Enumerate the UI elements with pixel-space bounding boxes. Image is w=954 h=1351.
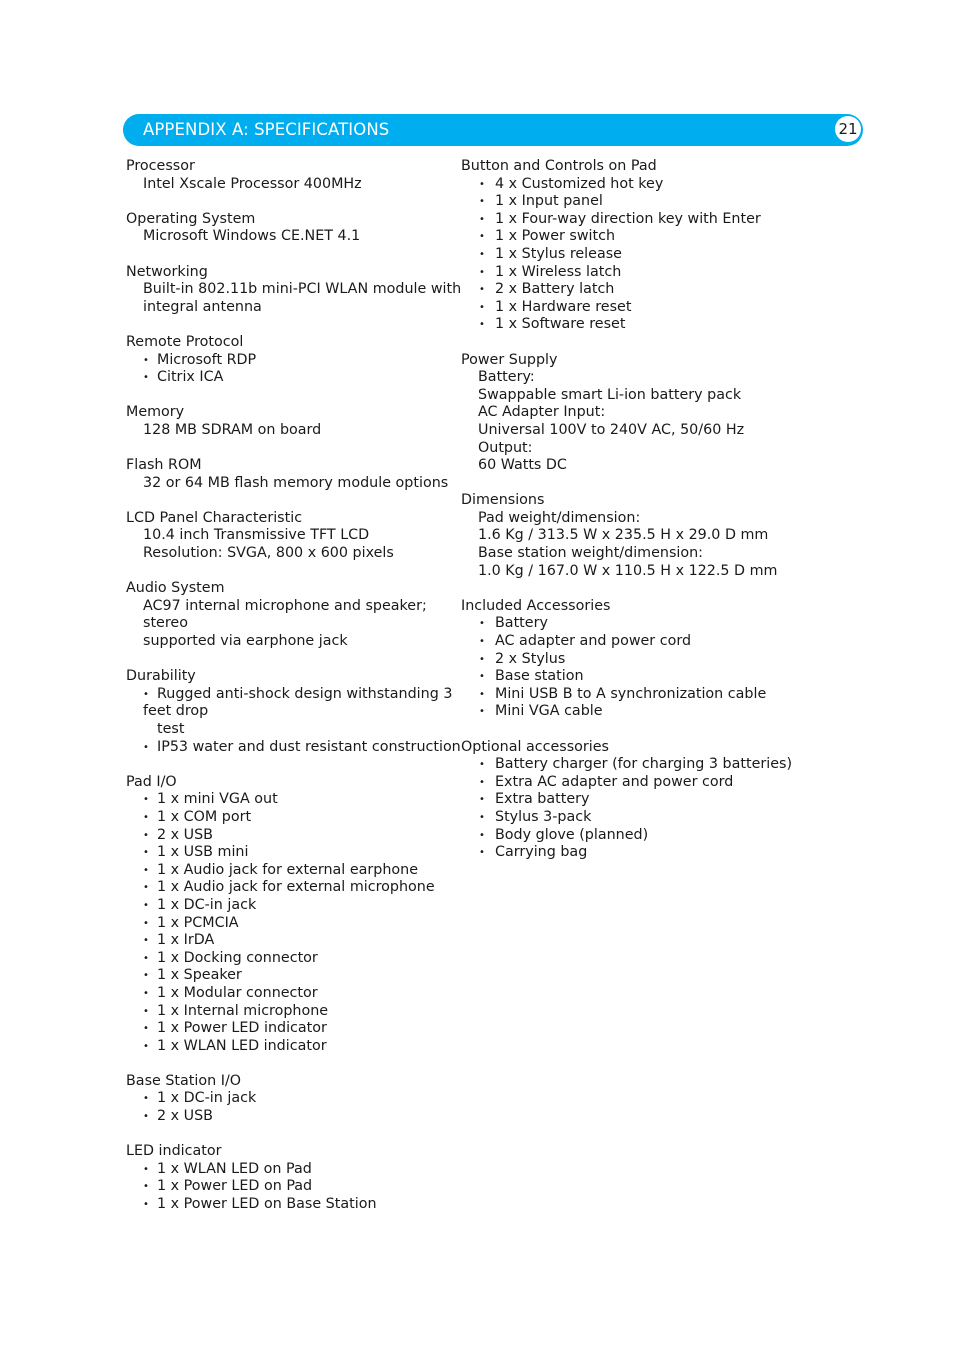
section-header-bar — [123, 114, 863, 146]
list-item — [126, 985, 451, 1003]
list-item-text: Battery charger (for charging 3 batteries) — [495, 756, 793, 773]
list-item — [126, 1020, 451, 1038]
list-item — [461, 791, 791, 809]
bullet-list — [126, 1161, 451, 1214]
list-item-text: 1 x DC-in jack — [157, 896, 257, 913]
list-item-text: 1 x Docking connector — [157, 949, 318, 966]
list-item-text: 2 x USB — [157, 826, 213, 843]
list-item-text: Carrying bag — [495, 844, 588, 861]
bullet-icon: • — [143, 847, 149, 859]
bullet-icon: • — [479, 196, 485, 208]
spec-title: Base Station I/O — [126, 1072, 242, 1089]
bullet-icon: • — [143, 1199, 149, 1211]
spec-value: 128 MB SDRAM on board — [143, 421, 322, 438]
spec-value: AC97 internal microphone and speaker; — [143, 597, 427, 614]
bullet-icon: • — [479, 266, 485, 278]
bullet-list — [126, 352, 451, 387]
list-item-text: 2 x Stylus — [495, 650, 566, 667]
bullet-icon: • — [479, 301, 485, 313]
list-item-text: 1 x Input panel — [495, 193, 603, 210]
list-item-text: 1 x Four-way direction key with Enter — [495, 210, 761, 227]
list-item-text: 1 x Modular connector — [157, 984, 318, 1001]
list-item — [461, 228, 791, 246]
list-item-text: 1 x mini VGA out — [157, 791, 278, 808]
bullet-icon: • — [479, 653, 485, 665]
spec-power-supply — [461, 352, 791, 475]
bullet-icon: • — [143, 952, 149, 964]
list-item-text: 1 x Internal microphone — [157, 1002, 329, 1019]
list-item-text: Mini VGA cable — [495, 703, 603, 720]
bullet-icon: • — [479, 178, 485, 190]
spec-dimensions — [461, 492, 791, 580]
bullet-icon: • — [143, 354, 149, 366]
bullet-list — [126, 791, 451, 1055]
list-item-text: 1 x COM port — [157, 808, 252, 825]
spec-title: Power Supply — [461, 351, 558, 368]
bullet-icon: • — [143, 1163, 149, 1175]
spec-pad-io — [126, 774, 451, 1056]
spec-buttons-controls — [461, 158, 791, 334]
list-item-text: IP53 water and dust resistant construction — [157, 738, 461, 755]
bullet-icon: • — [479, 847, 485, 859]
list-item — [461, 211, 791, 229]
spec-value: Microsoft Windows CE.NET 4.1 — [143, 228, 361, 245]
list-item — [461, 246, 791, 264]
list-item — [126, 897, 451, 915]
spec-title: Networking — [126, 263, 208, 280]
list-item — [126, 791, 451, 809]
list-item — [126, 809, 451, 827]
list-item-text: Citrix ICA — [157, 369, 224, 386]
bullet-icon: • — [479, 319, 485, 331]
list-item — [126, 1196, 451, 1214]
spec-flash-rom — [126, 457, 451, 492]
list-item — [126, 1038, 451, 1056]
list-item — [461, 686, 791, 704]
spec-value: stereo — [143, 615, 188, 632]
bullet-icon: • — [479, 636, 485, 648]
spec-title: Included Accessories — [461, 597, 611, 614]
bullet-icon: • — [143, 1093, 149, 1105]
list-item-text: Microsoft RDP — [157, 351, 257, 368]
list-item — [461, 844, 791, 862]
spec-title: Dimensions — [461, 492, 545, 509]
spec-title: LCD Panel Characteristic — [126, 509, 303, 526]
list-item — [126, 1003, 451, 1021]
bullet-icon: • — [143, 917, 149, 929]
spec-included-accessories — [461, 598, 791, 721]
spec-operating-system — [126, 211, 451, 246]
spec-led-indicator — [126, 1143, 451, 1213]
list-item — [461, 703, 791, 721]
bullet-icon: • — [479, 248, 485, 260]
list-item — [461, 809, 791, 827]
bullet-list — [126, 1090, 451, 1125]
list-item — [461, 299, 791, 317]
spec-audio-system — [126, 580, 451, 650]
bullet-icon: • — [143, 987, 149, 999]
list-item-text: 1 x WLAN LED on Pad — [157, 1160, 312, 1177]
list-item-text: 2 x USB — [157, 1108, 213, 1125]
bullet-icon: • — [143, 1181, 149, 1193]
list-item — [126, 950, 451, 968]
list-item — [126, 352, 451, 370]
list-item-text: 1 x Speaker — [157, 967, 242, 984]
spec-title: Processor — [126, 158, 195, 174]
spec-optional-accessories — [461, 739, 791, 862]
list-item — [461, 827, 791, 845]
list-item — [126, 738, 461, 757]
spec-value: 1.6 Kg / 313.5 W x 235.5 H x 29.0 D mm — [478, 527, 769, 544]
spec-value: Pad weight/dimension: — [478, 509, 641, 526]
list-item — [126, 827, 451, 845]
bullet-icon: • — [479, 794, 485, 806]
spec-lcd-panel — [126, 510, 451, 563]
list-item-text: 1 x IrDA — [157, 932, 215, 949]
list-item-text: Extra battery — [495, 791, 590, 808]
bullet-icon: • — [479, 688, 485, 700]
spec-title: Operating System — [126, 210, 256, 227]
list-item-text: 1 x PCMCIA — [157, 914, 239, 931]
list-item-text: Battery — [495, 615, 548, 632]
bullet-icon: • — [479, 706, 485, 718]
spec-networking — [126, 263, 462, 317]
list-item-text: 1 x Audio jack for external microphone — [157, 879, 435, 896]
list-item — [126, 932, 451, 950]
spec-value: Base station weight/dimension: — [478, 545, 704, 562]
appendix-title: APPENDIX A: SPECIFICATIONS — [143, 120, 390, 139]
spec-title: Button and Controls on Pad — [461, 158, 657, 174]
list-item — [461, 615, 791, 633]
bullet-icon: • — [143, 935, 149, 947]
spec-title: LED indicator — [126, 1143, 222, 1160]
bullet-list — [461, 615, 791, 721]
bullet-icon: • — [143, 811, 149, 823]
list-item — [126, 686, 451, 704]
list-item-text: 1 x Power LED on Base Station — [157, 1196, 377, 1213]
list-item — [461, 774, 791, 792]
list-item-text: Extra AC adapter and power cord — [495, 773, 734, 790]
bullet-list — [126, 738, 461, 757]
spec-value: Universal 100V to 240V AC, 50/60 Hz — [478, 421, 745, 438]
list-item-text: 1 x USB mini — [157, 844, 249, 861]
spec-memory — [126, 404, 451, 439]
list-item-continuation: feet drop — [143, 703, 209, 720]
list-item-text: 1 x Power LED indicator — [157, 1020, 327, 1037]
list-item-text: 1 x Power switch — [495, 228, 616, 245]
list-item — [126, 369, 451, 387]
spec-title: Memory — [126, 404, 185, 421]
bullet-icon: • — [479, 671, 485, 683]
list-item — [461, 176, 791, 194]
spec-processor — [126, 158, 451, 193]
list-item — [461, 668, 791, 686]
spec-value: Battery: — [478, 369, 535, 386]
list-item-text: 1 x Hardware reset — [495, 298, 632, 315]
bullet-icon: • — [143, 1111, 149, 1123]
page-number: 21 — [835, 116, 861, 142]
spec-title: Flash ROM — [126, 457, 202, 474]
list-item — [126, 1108, 451, 1126]
list-item-text: 1 x Stylus release — [495, 245, 622, 262]
bullet-icon: • — [143, 864, 149, 876]
list-item — [126, 879, 451, 897]
list-item — [126, 967, 451, 985]
spec-value: Intel Xscale Processor 400MHz — [143, 175, 362, 192]
bullet-icon: • — [479, 759, 485, 771]
spec-value: Built-in 802.11b mini-PCI WLAN module with — [143, 281, 462, 298]
specs-right-column — [461, 158, 791, 879]
spec-value: Resolution: SVGA, 800 x 600 pixels — [143, 545, 394, 562]
spec-value: 10.4 inch Transmissive TFT LCD — [143, 527, 370, 544]
list-item-text: AC adapter and power cord — [495, 633, 692, 650]
bullet-icon: • — [143, 688, 149, 700]
list-item — [461, 193, 791, 211]
list-item-text: Rugged anti-shock design withstanding 3 — [157, 685, 453, 702]
spec-title: Audio System — [126, 580, 225, 597]
spec-value: 60 Watts DC — [478, 457, 567, 474]
list-item — [461, 651, 791, 669]
list-item-continuation: test — [157, 721, 185, 737]
list-item — [126, 862, 451, 880]
list-item — [461, 264, 791, 282]
bullet-icon: • — [479, 776, 485, 788]
list-item-text: Body glove (planned) — [495, 826, 649, 843]
list-item-text: 4 x Customized hot key — [495, 175, 664, 192]
spec-title: Remote Protocol — [126, 333, 244, 350]
spec-value: Swappable smart Li-ion battery pack — [478, 386, 742, 403]
list-item-text: Stylus 3-pack — [495, 808, 592, 825]
spec-title: Optional accessories — [461, 738, 610, 755]
list-item-text: 1 x WLAN LED indicator — [157, 1037, 327, 1054]
spec-title: Pad I/O — [126, 773, 177, 790]
list-item — [126, 915, 451, 933]
bullet-icon: • — [479, 284, 485, 296]
list-item-text: Base station — [495, 668, 584, 685]
list-item — [461, 281, 791, 299]
list-item-text: Mini USB B to A synchronization cable — [495, 685, 767, 702]
bullet-icon: • — [143, 899, 149, 911]
list-item-text: 1 x Software reset — [495, 316, 626, 333]
bullet-icon: • — [479, 618, 485, 630]
bullet-icon: • — [143, 794, 149, 806]
bullet-icon: • — [143, 970, 149, 982]
spec-value: 1.0 Kg / 167.0 W x 110.5 H x 122.5 D mm — [478, 562, 778, 579]
spec-remote-protocol — [126, 334, 451, 387]
list-item — [126, 1178, 451, 1196]
bullet-icon: • — [479, 213, 485, 225]
bullet-icon: • — [143, 1005, 149, 1017]
list-item — [126, 844, 451, 862]
bullet-icon: • — [479, 811, 485, 823]
spec-value: AC Adapter Input: — [478, 404, 606, 421]
list-item-text: 1 x DC-in jack — [157, 1090, 257, 1107]
bullet-icon: • — [143, 741, 149, 753]
list-item — [461, 316, 791, 334]
spec-value: supported via earphone jack — [143, 633, 348, 650]
list-item — [126, 1161, 451, 1179]
list-item — [461, 633, 791, 651]
bullet-icon: • — [143, 1023, 149, 1035]
bullet-icon: • — [479, 231, 485, 243]
bullet-icon: • — [479, 829, 485, 841]
specs-left-column — [126, 158, 462, 1231]
spec-value: integral antenna — [143, 298, 262, 315]
bullet-icon: • — [143, 829, 149, 841]
list-item-text: 1 x Wireless latch — [495, 263, 622, 280]
bullet-list — [461, 756, 791, 862]
bullet-icon: • — [143, 882, 149, 894]
spec-title: Durability — [126, 668, 196, 685]
spec-durability — [126, 668, 461, 756]
list-item — [126, 1090, 451, 1108]
bullet-icon: • — [143, 1040, 149, 1052]
bullet-list — [461, 176, 791, 334]
spec-value: Output: — [478, 439, 533, 456]
list-item — [461, 756, 791, 774]
list-item-text: 1 x Power LED on Pad — [157, 1178, 313, 1195]
bullet-icon: • — [143, 372, 149, 384]
spec-base-station-io — [126, 1073, 451, 1126]
list-item-text: 1 x Audio jack for external earphone — [157, 861, 418, 878]
bullet-list — [126, 686, 451, 704]
list-item-text: 2 x Battery latch — [495, 281, 615, 298]
spec-value: 32 or 64 MB flash memory module options — [143, 474, 449, 491]
